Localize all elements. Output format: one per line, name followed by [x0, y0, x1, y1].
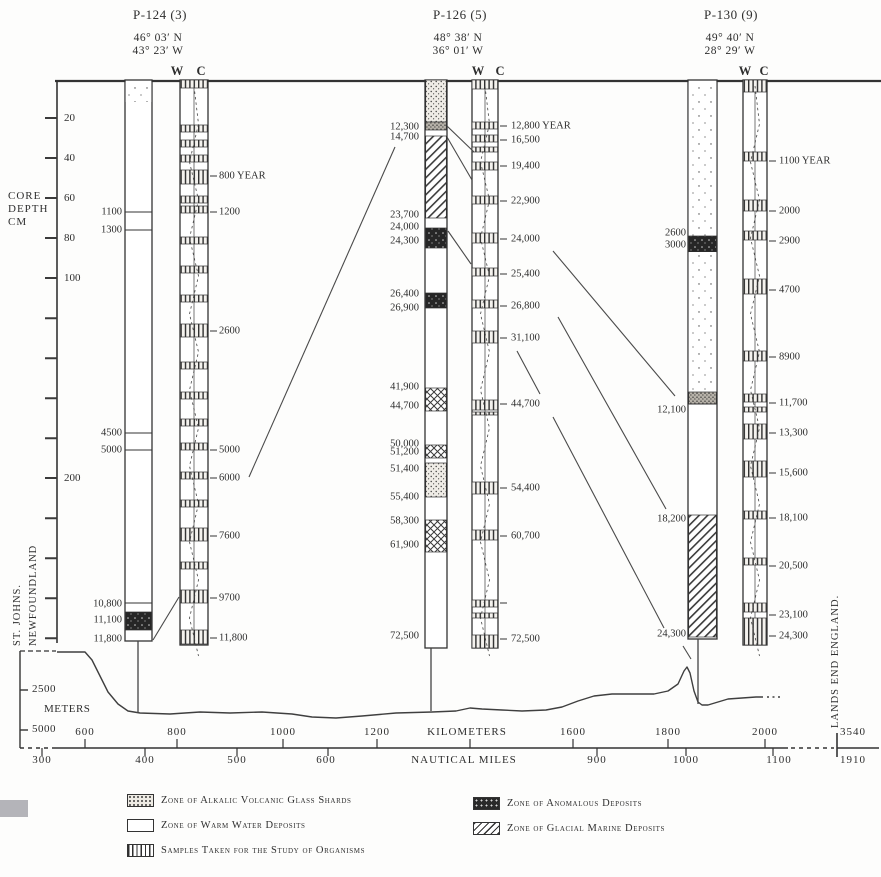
- age-label: 72,500: [511, 633, 540, 645]
- sample-band: [180, 125, 208, 132]
- sample-band: [180, 392, 208, 399]
- sample-band: [743, 461, 767, 477]
- zone-anomalous: [426, 293, 447, 308]
- age-label: 24,000: [511, 233, 540, 245]
- tick-label: 20: [64, 112, 75, 124]
- legend-item: [473, 797, 642, 810]
- correlation-line: [447, 126, 474, 152]
- age-label: 72,500: [390, 630, 419, 642]
- sample-band: [472, 613, 498, 618]
- sample-band: [472, 300, 498, 308]
- sample-band: [472, 122, 498, 129]
- meters-unit-label: METERS: [44, 703, 91, 715]
- axis-label: 900: [587, 754, 607, 766]
- age-label: 23,100: [779, 609, 808, 621]
- zone-anomalous: [689, 236, 717, 252]
- sample-band: [180, 472, 208, 479]
- axis-label: 3540: [840, 726, 866, 738]
- kilometers-axis-labels: [0, 726, 881, 742]
- tick-label: 40: [64, 152, 75, 164]
- age-label: 1100: [101, 206, 122, 218]
- age-label: 26,900: [390, 302, 419, 314]
- p124-age-labels-left: [42, 0, 122, 877]
- age-label: 58,300: [390, 515, 419, 527]
- age-label: 12,800 YEAR: [511, 120, 571, 132]
- sample-band: [180, 196, 208, 203]
- correlation-line: [447, 137, 472, 180]
- age-label: 50,000: [390, 438, 419, 450]
- sample-band: [472, 233, 498, 243]
- age-label: 2600: [665, 227, 686, 239]
- age-label: 1100 YEAR: [779, 155, 831, 167]
- legend-item: [473, 822, 665, 835]
- age-label: 24,000: [390, 221, 419, 233]
- age-label: 10,800: [93, 598, 122, 610]
- age-label: 51,400: [390, 463, 419, 475]
- axis-label: 600: [316, 754, 336, 766]
- axis-label: 1800: [655, 726, 681, 738]
- sample-band: [180, 237, 208, 244]
- age-label: 1300: [101, 224, 122, 236]
- age-label: 6000: [219, 472, 240, 484]
- sample-band: [743, 618, 767, 645]
- sample-band: [472, 331, 498, 343]
- sample-band: [180, 324, 208, 337]
- sample-band: [472, 412, 498, 415]
- age-label: 13,300: [779, 427, 808, 439]
- age-label: 31,100: [511, 332, 540, 344]
- axis-label: NAUTICAL MILES: [411, 754, 517, 766]
- geo-label-newfoundland: NEWFOUNDLAND: [28, 544, 39, 646]
- sample-band: [472, 268, 498, 276]
- legend-label: Zone of Anomalous Deposits: [507, 798, 643, 809]
- zone-cross: [426, 445, 447, 458]
- p130-age-labels-left: [606, 0, 686, 877]
- age-label: 24,300: [779, 630, 808, 642]
- sample-band: [472, 600, 498, 607]
- warm-column-letter: W: [738, 64, 752, 78]
- zone-anomalous: [426, 228, 447, 248]
- sample-band: [180, 500, 208, 507]
- zone-glacial: [426, 136, 447, 218]
- sample-band: [180, 155, 208, 162]
- sample-band: [180, 630, 208, 644]
- zone-glacial: [689, 515, 717, 637]
- legend-item: [127, 819, 306, 832]
- legend-item: [127, 794, 352, 807]
- geo-label-lands-end: LANDS END ENGLAND.: [830, 594, 841, 728]
- geo-label-st-johns: ST. JOHNS.: [12, 583, 23, 646]
- p126-age-labels-left: [339, 0, 419, 877]
- age-label: 9700: [219, 592, 240, 604]
- nautical-miles-axis-labels: [0, 754, 881, 770]
- age-label: 22,900: [511, 195, 540, 207]
- sample-band: [743, 558, 767, 565]
- age-label: 41,900: [390, 381, 419, 393]
- sample-band: [180, 362, 208, 369]
- sample-band: [743, 424, 767, 439]
- axis-label: 800: [167, 726, 187, 738]
- sample-band: [472, 196, 498, 204]
- age-label: 44,700: [511, 398, 540, 410]
- age-label: 800 YEAR: [219, 170, 266, 182]
- zone-cross: [426, 520, 447, 552]
- age-label: 5000: [101, 444, 122, 456]
- scan-artifact-gray-square: [0, 800, 28, 817]
- correlation-line: [517, 351, 540, 394]
- axis-label: 1000: [270, 726, 296, 738]
- axis-label: 1600: [560, 726, 586, 738]
- cold-column-letter: C: [495, 64, 505, 78]
- legend-label: Zone of Warm Water Deposits: [161, 820, 306, 831]
- age-label: 5000: [219, 444, 240, 456]
- sample-band: [180, 206, 208, 213]
- axis-label: 1000: [673, 754, 699, 766]
- age-label: 12,300: [390, 121, 419, 133]
- zone-stipple: [426, 463, 447, 497]
- stipple-pattern-swatch: [127, 794, 154, 807]
- core-lon-p130: 28° 29′ W: [704, 45, 756, 57]
- depth-axis-title-line: CM: [8, 216, 28, 228]
- zone-darkstipple: [689, 392, 717, 404]
- axis-label: 1100: [766, 754, 792, 766]
- age-label: 26,800: [511, 300, 540, 312]
- sample-band: [743, 394, 767, 402]
- sample-band: [472, 147, 498, 152]
- core-lat-p124: 46° 03′ N: [133, 32, 183, 44]
- sample-band: [180, 562, 208, 569]
- age-label: 8900: [779, 351, 800, 363]
- age-label: 20,500: [779, 560, 808, 572]
- age-label: 51,200: [390, 446, 419, 458]
- zone-dots: [689, 252, 717, 392]
- sample-band: [743, 279, 767, 294]
- warm-column-letter: W: [471, 64, 485, 78]
- sample-band: [180, 528, 208, 541]
- tick-label: 100: [64, 272, 81, 284]
- sample-band: [180, 590, 208, 603]
- core-lon-p124: 43° 23′ W: [132, 45, 184, 57]
- sample-band: [743, 351, 767, 361]
- age-label: 16,500: [511, 134, 540, 146]
- sample-band: [180, 170, 208, 184]
- age-label: 11,100: [93, 614, 122, 626]
- axis-label: 2000: [752, 726, 778, 738]
- sample-band: [472, 162, 498, 170]
- zone-cross: [426, 388, 447, 411]
- age-label: 61,900: [390, 539, 419, 551]
- depth-5000-label: 5000: [32, 723, 56, 735]
- age-label: 54,400: [511, 482, 540, 494]
- core-lat-p130: 49° 40′ N: [705, 32, 755, 44]
- cold-column-letter: C: [196, 64, 206, 78]
- anomalous-pattern-swatch: [473, 797, 500, 810]
- sample-band: [180, 266, 208, 273]
- age-label: 15,600: [779, 467, 808, 479]
- core-lon-p126: 36° 01′ W: [432, 45, 484, 57]
- axis-label: 400: [135, 754, 155, 766]
- sample-band: [472, 635, 498, 648]
- age-label: 2600: [219, 325, 240, 337]
- core-title-p130: P-130 (9): [704, 7, 758, 22]
- age-label: 12,100: [657, 404, 686, 416]
- tick-label: 200: [64, 472, 81, 484]
- age-label: 2000: [779, 205, 800, 217]
- legend-label: Zone of Alkalic Volcanic Glass Shards: [161, 795, 352, 806]
- age-label: 44,700: [390, 400, 419, 412]
- sample-band: [743, 152, 767, 161]
- axis-label: 500: [227, 754, 247, 766]
- age-label: 1200: [219, 206, 240, 218]
- age-label: 4500: [101, 427, 122, 439]
- correlation-line: [448, 231, 471, 264]
- age-label: 60,700: [511, 530, 540, 542]
- age-label: 7600: [219, 530, 240, 542]
- core-lat-p126: 48° 38′ N: [433, 32, 483, 44]
- age-label: 18,200: [657, 513, 686, 525]
- axis-label: KILOMETERS: [427, 726, 507, 738]
- tick-label: 60: [64, 192, 75, 204]
- age-label: 23,700: [390, 209, 419, 221]
- age-label: 19,400: [511, 160, 540, 172]
- sample-band: [743, 200, 767, 211]
- zone-dots: [689, 82, 717, 236]
- warm-column-letter: W: [170, 64, 184, 78]
- zone-darkstipple: [426, 122, 447, 130]
- depth-axis-title-line: DEPTH: [8, 203, 49, 215]
- axis-label: 1910: [840, 754, 866, 766]
- age-label: 14,700: [390, 131, 419, 143]
- age-label: 24,300: [657, 628, 686, 640]
- axis-label: 600: [75, 726, 95, 738]
- age-label: 4700: [779, 284, 800, 296]
- tick-label: 80: [64, 232, 75, 244]
- white-pattern-swatch: [127, 819, 154, 832]
- core-title-p124: P-124 (3): [133, 7, 187, 22]
- age-label: 26,400: [390, 288, 419, 300]
- zone-stipple: [426, 80, 447, 122]
- core-title-p126: P-126 (5): [433, 7, 487, 22]
- sample-band: [472, 135, 498, 142]
- sample-band: [743, 511, 767, 519]
- age-label: 18,100: [779, 512, 808, 524]
- glacial-pattern-swatch: [473, 822, 500, 835]
- legend-label: Samples Taken for the Study of Organisms: [161, 845, 366, 856]
- sample-band: [743, 603, 767, 612]
- axis-label: 300: [32, 754, 52, 766]
- age-label: 2900: [779, 235, 800, 247]
- cold-column-letter: C: [759, 64, 769, 78]
- legend-label: Zone of Glacial Marine Deposits: [507, 823, 666, 834]
- sample-band: [743, 231, 767, 240]
- age-label: 25,400: [511, 268, 540, 280]
- depth-axis-title-line: CORE: [8, 190, 42, 202]
- sample-band: [472, 530, 498, 540]
- sample-band: [180, 419, 208, 426]
- age-label: 24,300: [390, 235, 419, 247]
- age-label: 11,700: [779, 397, 808, 409]
- sample-band: [180, 140, 208, 147]
- axis-label: 1200: [364, 726, 390, 738]
- age-label: 3000: [665, 239, 686, 251]
- legend-item: [127, 844, 365, 857]
- age-label: 11,800: [93, 633, 122, 645]
- age-label: 55,400: [390, 491, 419, 503]
- vertical-hatch-pattern-swatch: [127, 844, 154, 857]
- depth-2500-label: 2500: [32, 683, 56, 695]
- age-label: 11,800: [219, 632, 248, 644]
